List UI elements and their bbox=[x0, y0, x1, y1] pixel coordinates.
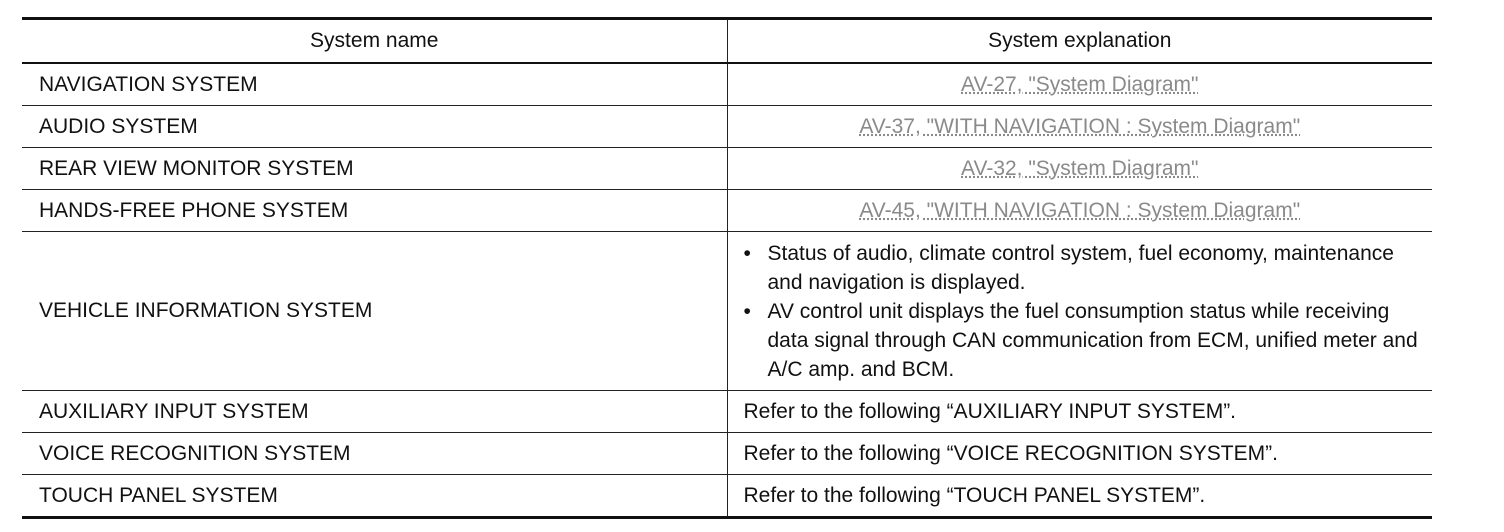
table-row bbox=[22, 63, 1432, 106]
system-name-cell: AUXILIARY INPUT SYSTEM bbox=[22, 391, 727, 433]
system-name-cell: REAR VIEW MONITOR SYSTEM bbox=[22, 148, 727, 190]
system-name-cell: VEHICLE INFORMATION SYSTEM bbox=[22, 232, 727, 391]
table-row bbox=[22, 190, 1432, 232]
header-system-name: System name bbox=[22, 19, 727, 64]
explanation-cell bbox=[727, 63, 1432, 106]
table-row bbox=[22, 232, 1432, 391]
system-name-cell: HANDS-FREE PHONE SYSTEM bbox=[22, 190, 727, 232]
explanation-cell bbox=[727, 106, 1432, 148]
reference-link[interactable]: AV-45, "WITH NAVIGATION : System Diagram" bbox=[859, 198, 1301, 222]
explanation-cell: Refer to the following “AUXILIARY INPUT SYSTEM”. bbox=[727, 391, 1432, 433]
header-system-explanation: System explanation bbox=[727, 19, 1432, 64]
table-row bbox=[22, 391, 1432, 433]
reference-link[interactable]: AV-27, "System Diagram" bbox=[961, 72, 1199, 96]
explanation-cell bbox=[727, 190, 1432, 232]
system-name-cell: VOICE RECOGNITION SYSTEM bbox=[22, 433, 727, 475]
explanation-cell bbox=[727, 232, 1432, 391]
table-header-row bbox=[22, 19, 1432, 64]
bullet-item: • Status of audio, climate control system, fuel economy, maintenance and navigation is displayed. bbox=[744, 239, 1423, 297]
system-name-cell: TOUCH PANEL SYSTEM bbox=[22, 475, 727, 518]
explanation-bullet-list bbox=[728, 235, 1433, 388]
table-row bbox=[22, 475, 1432, 518]
explanation-cell: Refer to the following “VOICE RECOGNITION SYSTEM”. bbox=[727, 433, 1432, 475]
bullet-item: • AV control unit displays the fuel consumption status while receiving data signal through CAN communication from ECM, unified meter and A/C amp. and BCM. bbox=[744, 297, 1423, 384]
system-name-cell: AUDIO SYSTEM bbox=[22, 106, 727, 148]
explanation-cell: Refer to the following “TOUCH PANEL SYSTEM”. bbox=[727, 475, 1432, 518]
table-row bbox=[22, 148, 1432, 190]
reference-link[interactable]: AV-32, "System Diagram" bbox=[961, 156, 1199, 180]
table-row bbox=[22, 106, 1432, 148]
system-table bbox=[22, 17, 1432, 519]
explanation-cell bbox=[727, 148, 1432, 190]
system-name-cell: NAVIGATION SYSTEM bbox=[22, 63, 727, 106]
table-row bbox=[22, 433, 1432, 475]
reference-link[interactable]: AV-37, "WITH NAVIGATION : System Diagram" bbox=[859, 114, 1301, 138]
